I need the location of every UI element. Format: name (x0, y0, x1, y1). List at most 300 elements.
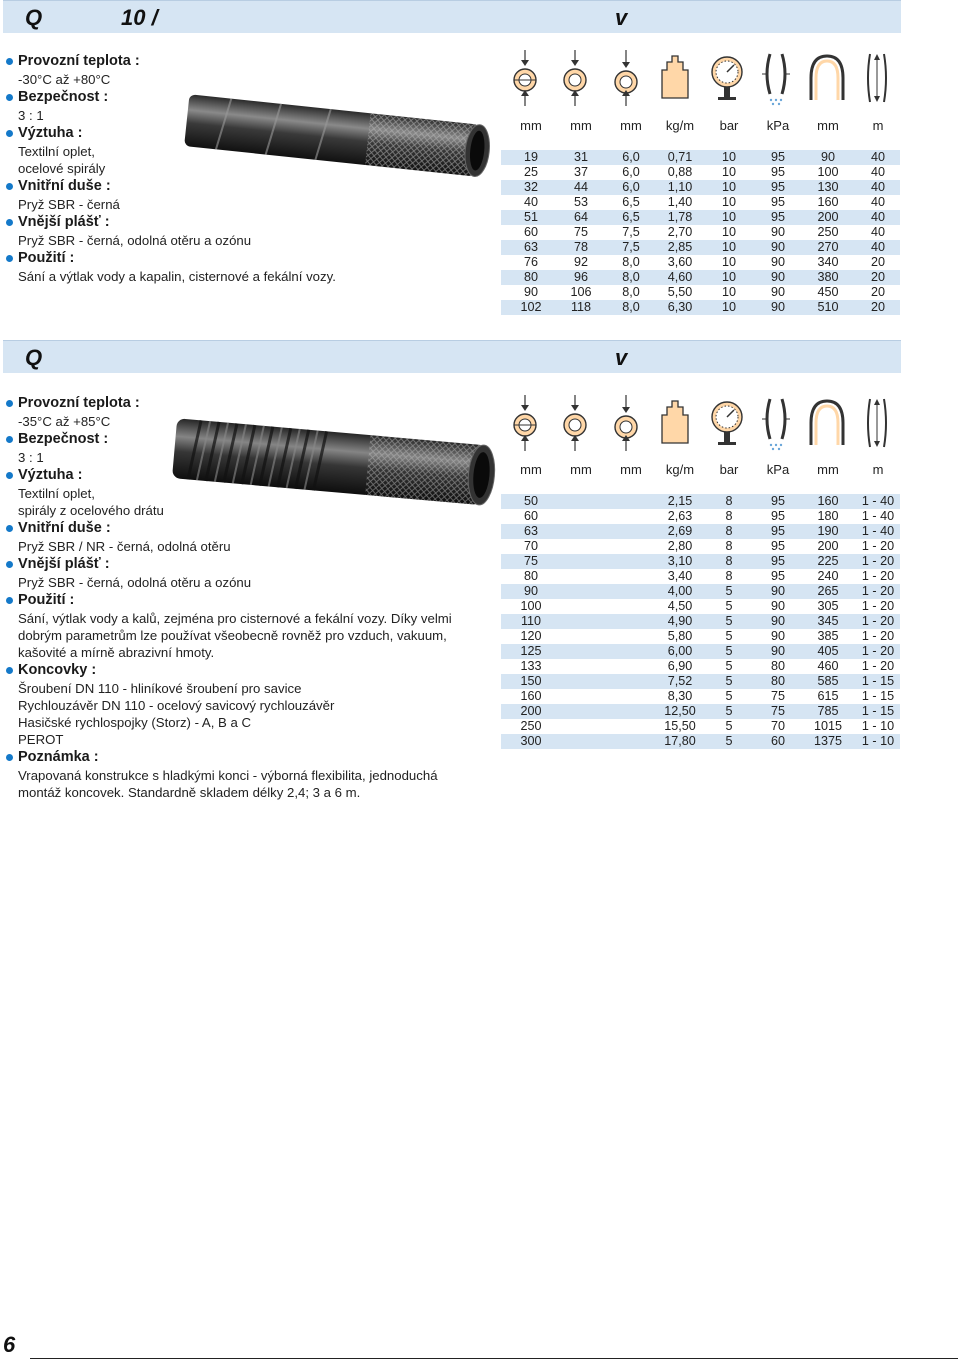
table-cell: 240 (817, 569, 839, 583)
wall-thickness-icon (613, 395, 639, 456)
unit-label: mm (570, 462, 592, 477)
property-block (4, 177, 489, 213)
weight-icon (659, 50, 691, 111)
table-cell: 2,70 (667, 225, 693, 239)
table-cell: 110 (520, 614, 542, 628)
table-cell: 8,0 (622, 300, 640, 314)
table-cell: 2,85 (667, 240, 693, 254)
table-cell: 78 (573, 240, 588, 254)
table-row (501, 150, 900, 165)
table-cell: 25 (523, 165, 538, 179)
table-cell: 20 (870, 285, 885, 299)
table-cell: 1 - 20 (861, 584, 895, 598)
property-value: Textilní oplet, (18, 486, 95, 501)
table-cell: 5 (725, 674, 733, 688)
unit-label: bar (719, 462, 739, 477)
table-row (501, 285, 900, 300)
property-value: PEROT (18, 732, 64, 747)
table-cell: 95 (770, 210, 785, 224)
table-cell: 90 (523, 584, 538, 598)
table-cell: 225 (817, 554, 839, 568)
table-cell: 405 (817, 644, 839, 658)
table-cell: 95 (770, 524, 785, 538)
table-cell: 4,00 (667, 584, 693, 598)
bullet-icon (6, 597, 13, 604)
table-cell: 100 (817, 165, 839, 179)
table-cell: 90 (770, 629, 785, 643)
table-cell: 75 (770, 689, 785, 703)
table-cell: 1 - 20 (861, 659, 895, 673)
table-cell: 80 (523, 569, 538, 583)
unit-label: m (872, 462, 884, 477)
property-value: 3 : 1 (18, 108, 44, 123)
property-heading-text: Bezpečnost : (18, 431, 109, 447)
property-value: Šroubení DN 110 - hliníkové šroubení pro savice (18, 681, 302, 696)
table-cell: 1 - 20 (861, 599, 895, 613)
length-icon (864, 50, 890, 111)
table-cell: 20 (870, 270, 885, 284)
section1-hose-image (178, 92, 498, 180)
unit-label: mm (620, 462, 642, 477)
table-cell: 5 (725, 659, 733, 673)
table-row (501, 689, 900, 704)
property-value: Sání a výtlak vody a kapalin, cisternové a fekální vozy. (18, 269, 336, 284)
table-cell: 5 (725, 704, 733, 718)
table-cell: 106 (570, 285, 592, 299)
property-value: Sání, výtlak vody a kalů, zejména pro cisternové a fekální vozy. Díky velmi (18, 611, 452, 626)
table-cell: 150 (520, 674, 542, 688)
property-block (4, 555, 489, 591)
table-cell: 6,30 (667, 300, 693, 314)
table-cell: 130 (817, 180, 839, 194)
table-cell: 6,0 (622, 150, 640, 164)
table-cell: 10 (721, 195, 736, 209)
table-cell: 90 (770, 255, 785, 269)
section2-hose-image (168, 412, 498, 512)
property-heading-text: Výztuha : (18, 467, 83, 483)
property-block (4, 249, 489, 285)
table-cell: 1 - 40 (861, 524, 895, 538)
page-number: 6 (3, 1332, 16, 1357)
section2-icon-row (505, 395, 900, 455)
table-row (501, 659, 900, 674)
property-value: -30°C až +80°C (18, 72, 111, 87)
table-cell: 95 (770, 554, 785, 568)
property-value: ocelové spirály (18, 161, 106, 176)
table-row (501, 255, 900, 270)
table-row (501, 300, 900, 315)
property-heading-text: Koncovky : (18, 662, 97, 678)
table-cell: 0,88 (667, 165, 693, 179)
property-value: Vrapovaná konstrukce s hladkými konci - výborná flexibilita, jednoduchá (18, 768, 438, 783)
table-cell: 80 (523, 270, 538, 284)
table-cell: 1,40 (667, 195, 693, 209)
table-cell: 95 (770, 569, 785, 583)
table-cell: 3,10 (667, 554, 693, 568)
table-cell: 5 (725, 689, 733, 703)
section2-units-row (505, 462, 900, 478)
table-cell: 380 (817, 270, 839, 284)
property-block (4, 519, 489, 555)
table-cell: 385 (817, 629, 839, 643)
table-cell: 6,00 (667, 644, 693, 658)
table-cell: 70 (523, 539, 538, 553)
table-row (501, 165, 900, 180)
table-cell: 40 (870, 180, 885, 194)
table-cell: 90 (820, 150, 835, 164)
table-cell: 12,50 (664, 704, 696, 718)
table-row (501, 509, 900, 524)
section2-banner-v: v (615, 345, 628, 370)
table-row (501, 674, 900, 689)
table-cell: 40 (870, 210, 885, 224)
bullet-icon (6, 58, 13, 65)
table-cell: 250 (520, 719, 542, 733)
bullet-icon (6, 525, 13, 532)
table-cell: 90 (770, 644, 785, 658)
property-heading-text: Vnitřní duše : (18, 520, 111, 536)
table-cell: 0,71 (667, 150, 693, 164)
table-row (501, 210, 900, 225)
table-cell: 10 (721, 300, 736, 314)
table-cell: 7,52 (667, 674, 693, 688)
unit-label: kg/m (665, 462, 695, 477)
table-cell: 76 (523, 255, 538, 269)
table-cell: 305 (817, 599, 839, 613)
table-cell: 95 (770, 539, 785, 553)
table-cell: 60 (523, 225, 538, 239)
unit-label: kPa (766, 462, 790, 477)
property-value: kašovité a mírně abrazivní hmoty. (18, 645, 215, 660)
table-cell: 53 (573, 195, 588, 209)
table-cell: 450 (817, 285, 839, 299)
property-block (4, 661, 489, 748)
property-heading (4, 52, 489, 71)
table-cell: 17,80 (664, 734, 696, 748)
table-cell: 7,5 (622, 240, 640, 254)
property-heading-text: Použití : (18, 250, 75, 266)
table-cell: 64 (573, 210, 588, 224)
bullet-icon (6, 183, 13, 190)
table-row (501, 734, 900, 749)
property-value: spirály z ocelového drátu (18, 503, 164, 518)
table-cell: 5 (725, 644, 733, 658)
inner-diameter-icon (512, 50, 538, 111)
bullet-icon (6, 561, 13, 568)
table-cell: 160 (520, 689, 542, 703)
table-cell: 2,15 (667, 494, 693, 508)
bullet-icon (6, 667, 13, 674)
table-cell: 8 (725, 569, 733, 583)
table-cell: 70 (770, 719, 785, 733)
property-value: 3 : 1 (18, 450, 44, 465)
section2-banner (3, 340, 901, 373)
table-cell: 1 - 15 (861, 704, 895, 718)
table-cell: 2,63 (667, 509, 693, 523)
property-heading-text: Výztuha : (18, 125, 83, 141)
table-row (501, 554, 900, 569)
property-heading-text: Vnější plášť : (18, 556, 110, 572)
unit-label: bar (719, 118, 739, 133)
inner-diameter-icon (512, 395, 538, 456)
table-cell: 5 (725, 584, 733, 598)
vacuum-icon (759, 50, 793, 111)
table-cell: 102 (520, 300, 542, 314)
table-cell: 8 (725, 539, 733, 553)
table-cell: 180 (817, 509, 839, 523)
table-cell: 40 (523, 195, 538, 209)
table-row (501, 539, 900, 554)
table-cell: 133 (520, 659, 542, 673)
property-heading-text: Bezpečnost : (18, 89, 109, 105)
property-value: Hasičské rychlospojky (Storz) - A, B a C (18, 715, 252, 730)
table-row (501, 599, 900, 614)
table-cell: 95 (770, 494, 785, 508)
table-cell: 80 (770, 659, 785, 673)
table-cell: 4,90 (667, 614, 693, 628)
table-cell: 8 (725, 494, 733, 508)
table-cell: 15,50 (664, 719, 696, 733)
property-value: montáž koncovek. Standardně skladem délky 2,4; 3 a 6 m. (18, 785, 361, 800)
unit-label: m (872, 118, 884, 133)
table-cell: 2,69 (667, 524, 693, 538)
table-cell: 32 (523, 180, 538, 194)
table-cell: 125 (520, 644, 542, 658)
table-row (501, 704, 900, 719)
section2-banner-q: Q (25, 345, 43, 370)
table-cell: 10 (721, 150, 736, 164)
table-row (501, 195, 900, 210)
bend-radius-icon (805, 395, 849, 456)
table-cell: 60 (770, 734, 785, 748)
table-cell: 8,0 (622, 255, 640, 269)
table-cell: 8 (725, 509, 733, 523)
table-cell: 5 (725, 614, 733, 628)
table-cell: 1 - 10 (861, 719, 895, 733)
table-cell: 19 (523, 150, 538, 164)
property-value: Pryž SBR - černá, odolná otěru a ozónu (18, 575, 252, 590)
unit-label: mm (520, 462, 542, 477)
footer-divider (30, 1358, 958, 1359)
table-row (501, 524, 900, 539)
table-cell: 90 (770, 270, 785, 284)
property-value: Pryž SBR - černá (18, 197, 120, 212)
table-cell: 270 (817, 240, 839, 254)
table-cell: 200 (520, 704, 542, 718)
pressure-gauge-icon (710, 395, 744, 456)
section1-banner-v: v (615, 5, 628, 30)
table-cell: 95 (770, 180, 785, 194)
table-row (501, 614, 900, 629)
section1-banner-number: 10 / (121, 5, 158, 30)
unit-label: mm (817, 118, 839, 133)
property-heading-text: Vnější plášť : (18, 214, 110, 230)
table-cell: 6,0 (622, 165, 640, 179)
table-row (501, 494, 900, 509)
table-cell: 1 - 20 (861, 614, 895, 628)
table-cell: 10 (721, 240, 736, 254)
table-cell: 200 (817, 539, 839, 553)
table-cell: 92 (573, 255, 588, 269)
table-cell: 7,5 (622, 225, 640, 239)
table-cell: 160 (817, 494, 839, 508)
table-cell: 1 - 20 (861, 569, 895, 583)
table-cell: 40 (870, 165, 885, 179)
unit-label: mm (620, 118, 642, 133)
table-cell: 90 (523, 285, 538, 299)
table-cell: 10 (721, 255, 736, 269)
unit-label: kg/m (665, 118, 695, 133)
table-cell: 5 (725, 734, 733, 748)
table-cell: 1 - 15 (861, 689, 895, 703)
table-cell: 1 - 40 (861, 509, 895, 523)
property-block (4, 748, 489, 801)
bullet-icon (6, 94, 13, 101)
table-cell: 95 (770, 195, 785, 209)
table-cell: 40 (870, 195, 885, 209)
table-cell: 75 (770, 704, 785, 718)
outer-diameter-icon (562, 395, 588, 456)
bullet-icon (6, 130, 13, 137)
table-cell: 90 (770, 225, 785, 239)
table-cell: 6,90 (667, 659, 693, 673)
table-row (501, 569, 900, 584)
table-cell: 40 (870, 225, 885, 239)
table-cell: 40 (870, 150, 885, 164)
table-cell: 75 (573, 225, 588, 239)
table-cell: 345 (817, 614, 839, 628)
table-cell: 8,0 (622, 285, 640, 299)
unit-label: mm (520, 118, 542, 133)
section1-units-row (505, 118, 900, 134)
table-cell: 585 (817, 674, 839, 688)
property-value: Rychlouzávěr DN 110 - ocelový savicový rychlouzávěr (18, 698, 335, 713)
table-cell: 2,80 (667, 539, 693, 553)
table-cell: 90 (770, 614, 785, 628)
length-icon (864, 395, 890, 456)
table-cell: 5 (725, 599, 733, 613)
table-cell: 20 (870, 300, 885, 314)
table-cell: 1015 (813, 719, 843, 733)
table-cell: 5 (725, 719, 733, 733)
table-cell: 1 - 20 (861, 554, 895, 568)
table-cell: 5,80 (667, 629, 693, 643)
table-cell: 1 - 20 (861, 539, 895, 553)
property-value: dobrým parametrům lze používat všeobecně rovněž pro vzduch, vakuum, (18, 628, 447, 643)
table-cell: 60 (523, 509, 538, 523)
table-cell: 118 (570, 300, 592, 314)
table-cell: 10 (721, 225, 736, 239)
property-heading (4, 249, 489, 268)
table-cell: 4,50 (667, 599, 693, 613)
table-cell: 8,0 (622, 270, 640, 284)
table-cell: 190 (817, 524, 839, 538)
section1-banner-q: Q (25, 5, 43, 30)
vacuum-icon (759, 395, 793, 456)
table-row (501, 584, 900, 599)
table-cell: 120 (520, 629, 542, 643)
table-row (501, 180, 900, 195)
property-value: Textilní oplet, (18, 144, 95, 159)
table-cell: 460 (817, 659, 839, 673)
property-heading-text: Použití : (18, 592, 75, 608)
table-cell: 3,60 (667, 255, 693, 269)
table-cell: 8 (725, 524, 733, 538)
property-heading-text: Poznámka : (18, 749, 99, 765)
outer-diameter-icon (562, 50, 588, 111)
table-cell: 20 (870, 255, 885, 269)
property-heading (4, 394, 489, 413)
table-cell: 80 (770, 674, 785, 688)
pressure-gauge-icon (710, 50, 744, 111)
property-heading (4, 748, 489, 767)
table-cell: 6,5 (622, 195, 640, 209)
table-row (501, 240, 900, 255)
table-cell: 340 (817, 255, 839, 269)
table-cell: 37 (573, 165, 588, 179)
table-cell: 1 - 20 (861, 644, 895, 658)
table-cell: 75 (523, 554, 538, 568)
table-cell: 90 (770, 599, 785, 613)
table-cell: 90 (770, 584, 785, 598)
property-value: -35°C až +85°C (18, 414, 111, 429)
bullet-icon (6, 754, 13, 761)
table-cell: 10 (721, 270, 736, 284)
table-row (501, 719, 900, 734)
table-row (501, 629, 900, 644)
table-cell: 1 - 15 (861, 674, 895, 688)
bullet-icon (6, 472, 13, 479)
property-heading-text: Provozní teplota : (18, 53, 140, 69)
property-value: Pryž SBR / NR - černá, odolná otěru (18, 539, 231, 554)
table-cell: 10 (721, 285, 736, 299)
table-cell: 10 (721, 180, 736, 194)
table-cell: 90 (770, 300, 785, 314)
table-cell: 63 (523, 524, 538, 538)
weight-icon (659, 395, 691, 456)
bullet-icon (6, 436, 13, 443)
bullet-icon (6, 219, 13, 226)
table-row (501, 644, 900, 659)
table-cell: 785 (817, 704, 839, 718)
table-cell: 300 (520, 734, 542, 748)
table-cell: 31 (573, 150, 588, 164)
table-cell: 1 - 40 (861, 494, 895, 508)
unit-label: mm (817, 462, 839, 477)
table-cell: 5 (725, 629, 733, 643)
property-heading-text: Vnitřní duše : (18, 178, 111, 194)
table-cell: 40 (870, 240, 885, 254)
bend-radius-icon (805, 50, 849, 111)
table-cell: 10 (721, 165, 736, 179)
property-heading (4, 591, 489, 610)
section1-icon-row (505, 50, 900, 110)
property-value: Pryž SBR - černá, odolná otěru a ozónu (18, 233, 252, 248)
table-cell: 1 - 20 (861, 629, 895, 643)
table-cell: 8 (725, 554, 733, 568)
table-cell: 100 (520, 599, 542, 613)
property-heading-text: Provozní teplota : (18, 395, 140, 411)
table-cell: 95 (770, 150, 785, 164)
wall-thickness-icon (613, 50, 639, 111)
property-heading (4, 213, 489, 232)
table-cell: 96 (573, 270, 588, 284)
table-cell: 3,40 (667, 569, 693, 583)
table-cell: 90 (770, 285, 785, 299)
table-cell: 51 (523, 210, 538, 224)
property-heading (4, 555, 489, 574)
bullet-icon (6, 400, 13, 407)
